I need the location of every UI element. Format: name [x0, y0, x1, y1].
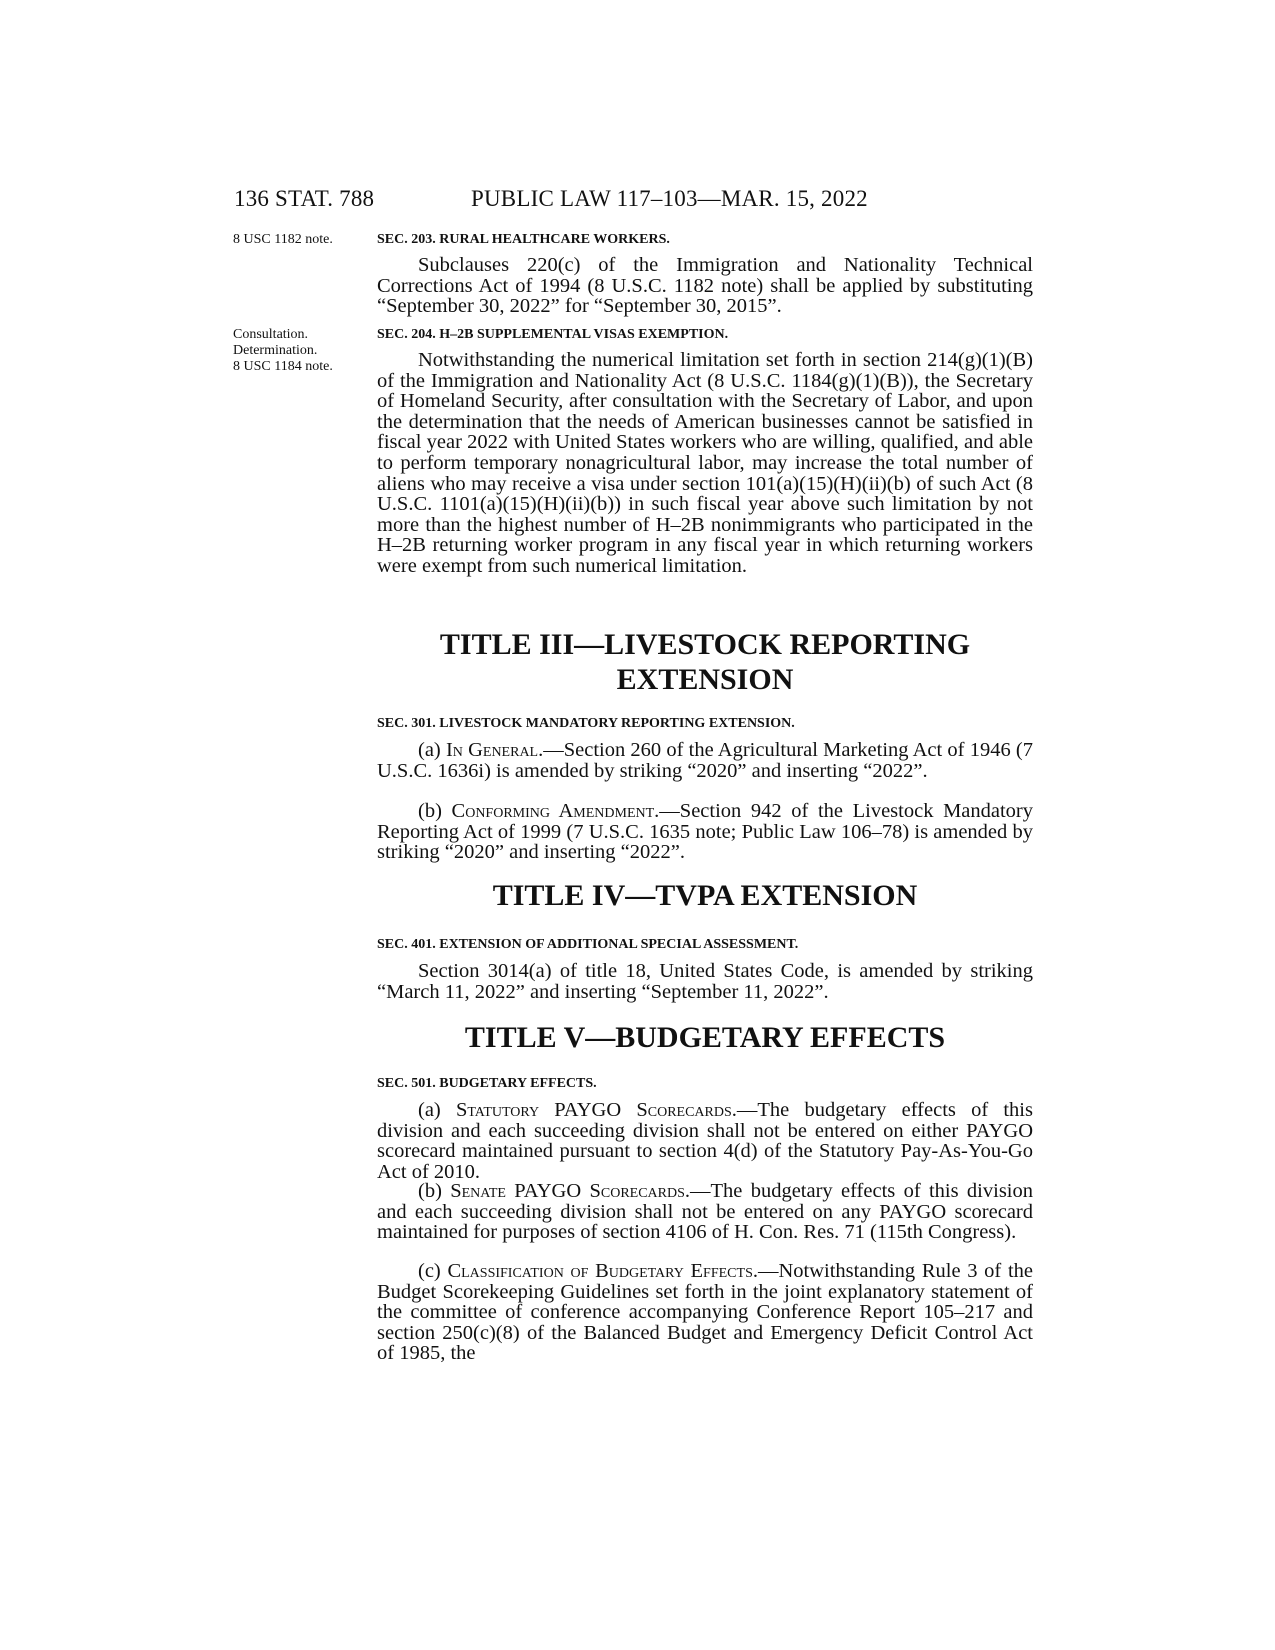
subsection-caption: Conforming Amendment — [451, 800, 655, 822]
margin-note-sec203 — [233, 232, 363, 248]
section-301-b — [377, 801, 1033, 863]
title-iii-line-2: EXTENSION — [616, 663, 794, 696]
subsection-label: (b) — [418, 1180, 451, 1202]
section-401-text: Section 3014(a) of title 18, United States Code, is amended by striking “March 11, 2022” and inserting “September 11, 2022”. — [377, 960, 1033, 1003]
section-501-c — [377, 1261, 1033, 1364]
subsection-caption: Senate PAYGO Scorecards — [450, 1180, 685, 1202]
public-law-title: PUBLIC LAW 117–103—MAR. 15, 2022 — [471, 186, 868, 211]
subsection-label: (a) — [418, 739, 446, 761]
subsection-text: .—Section 260 of the Agricultural Marketing Act of 1946 (7 U.S.C. 1636i) is amended by striking “2020” and inserting “2022”. — [377, 739, 1033, 782]
subsection-caption: Statutory PAYGO Scorecards — [455, 1099, 732, 1121]
section-204-text: Notwithstanding the numerical limitation set forth in section 214(g)(1)(B) of the Immigration and Nationality Act (8 U.S.C. 1184(g)(1)(B)), the Secretary of Homeland Security, after consultation with the Secretary of Labor, and upon the determination that the needs of American businesses cannot be satisfied in fiscal year 2022 with United States workers who are willing, qualified, and able to perform temporary nonagricultural labor, may increase the total number of aliens who may receive a visa under section 101(a)(15)(H)(ii)(b) of such Act (8 U.S.C. 1101(a)(15)(H)(ii)(b)) in such fiscal year above such limitation by not more than the highest number of H–2B nonimmigrants who participated in the H–2B returning worker program in any fiscal year in which returning workers were exempt from such numerical limitation. — [377, 349, 1033, 577]
subsection-caption: Classification of Budgetary Effects — [447, 1260, 753, 1282]
section-heading-501: SEC. 501. BUDGETARY EFFECTS. — [377, 1076, 597, 1091]
title-iv-heading: TITLE IV—TVPA EXTENSION — [492, 879, 918, 912]
subsection-text: .—The budgetary effects of this division and each succeeding division shall not be entered on either PAYGO scorecard maintained pursuant to section 4(d) of the Statutory Pay-As-You-Go Act of 2010. — [377, 1099, 1033, 1183]
margin-note-line: Determination. — [233, 343, 318, 358]
subsection-text: .—The budgetary effects of this division and each succeeding division shall not be entered on any PAYGO scorecard maintained for purposes of section 4106 of H. Con. Res. 71 (115th Congress). — [377, 1180, 1033, 1244]
section-heading-401: SEC. 401. EXTENSION OF ADDITIONAL SPECIAL ASSESSMENT. — [377, 937, 799, 952]
section-heading-301: SEC. 301. LIVESTOCK MANDATORY REPORTING EXTENSION. — [377, 716, 795, 731]
margin-note-line: 8 USC 1182 note. — [233, 232, 333, 247]
margin-note-line: Consultation. — [233, 327, 309, 342]
section-heading-204: SEC. 204. H–2B SUPPLEMENTAL VISAS EXEMPTION. — [377, 327, 729, 342]
section-301-a — [377, 740, 1033, 781]
subsection-label: (c) — [418, 1260, 448, 1282]
subsection-label: (a) — [418, 1099, 456, 1121]
section-501-a — [377, 1100, 1033, 1182]
section-203-text: Subclauses 220(c) of the Immigration and Nationality Technical Corrections Act of 1994 (8 U.S.C. 1182 note) shall be applied by substituting “September 30, 2022” for “September 30, 2015”. — [377, 254, 1033, 318]
title-iii-heading — [377, 627, 1033, 697]
subsection-label: (b) — [418, 800, 452, 822]
section-heading-203: SEC. 203. RURAL HEALTHCARE WORKERS. — [377, 232, 670, 247]
subsection-text: .—Section 942 of the Livestock Mandatory Reporting Act of 1999 (7 U.S.C. 1635 note; Public Law 106–78) is amended by striking “2020” and inserting “2022”. — [377, 800, 1034, 864]
margin-note-sec204 — [233, 327, 363, 375]
running-header — [234, 186, 1034, 216]
title-iii-line-1: TITLE III—LIVESTOCK REPORTING — [439, 628, 971, 661]
margin-note-line: 8 USC 1184 note. — [233, 359, 333, 374]
title-v-heading: TITLE V—BUDGETARY EFFECTS — [464, 1021, 946, 1054]
section-501-b — [377, 1181, 1033, 1243]
subsection-caption: In General — [445, 739, 539, 761]
stat-page-number: 136 STAT. 788 — [234, 186, 375, 211]
subsection-text: .—Notwithstanding Rule 3 of the Budget Scorekeeping Guidelines set forth in the joint explanatory statement of the committee of conference accompanying Conference Report 105–217 and section 250(c)(8) of the Balanced Budget and Emergency Deficit Control Act of 1985, the — [377, 1260, 1033, 1365]
